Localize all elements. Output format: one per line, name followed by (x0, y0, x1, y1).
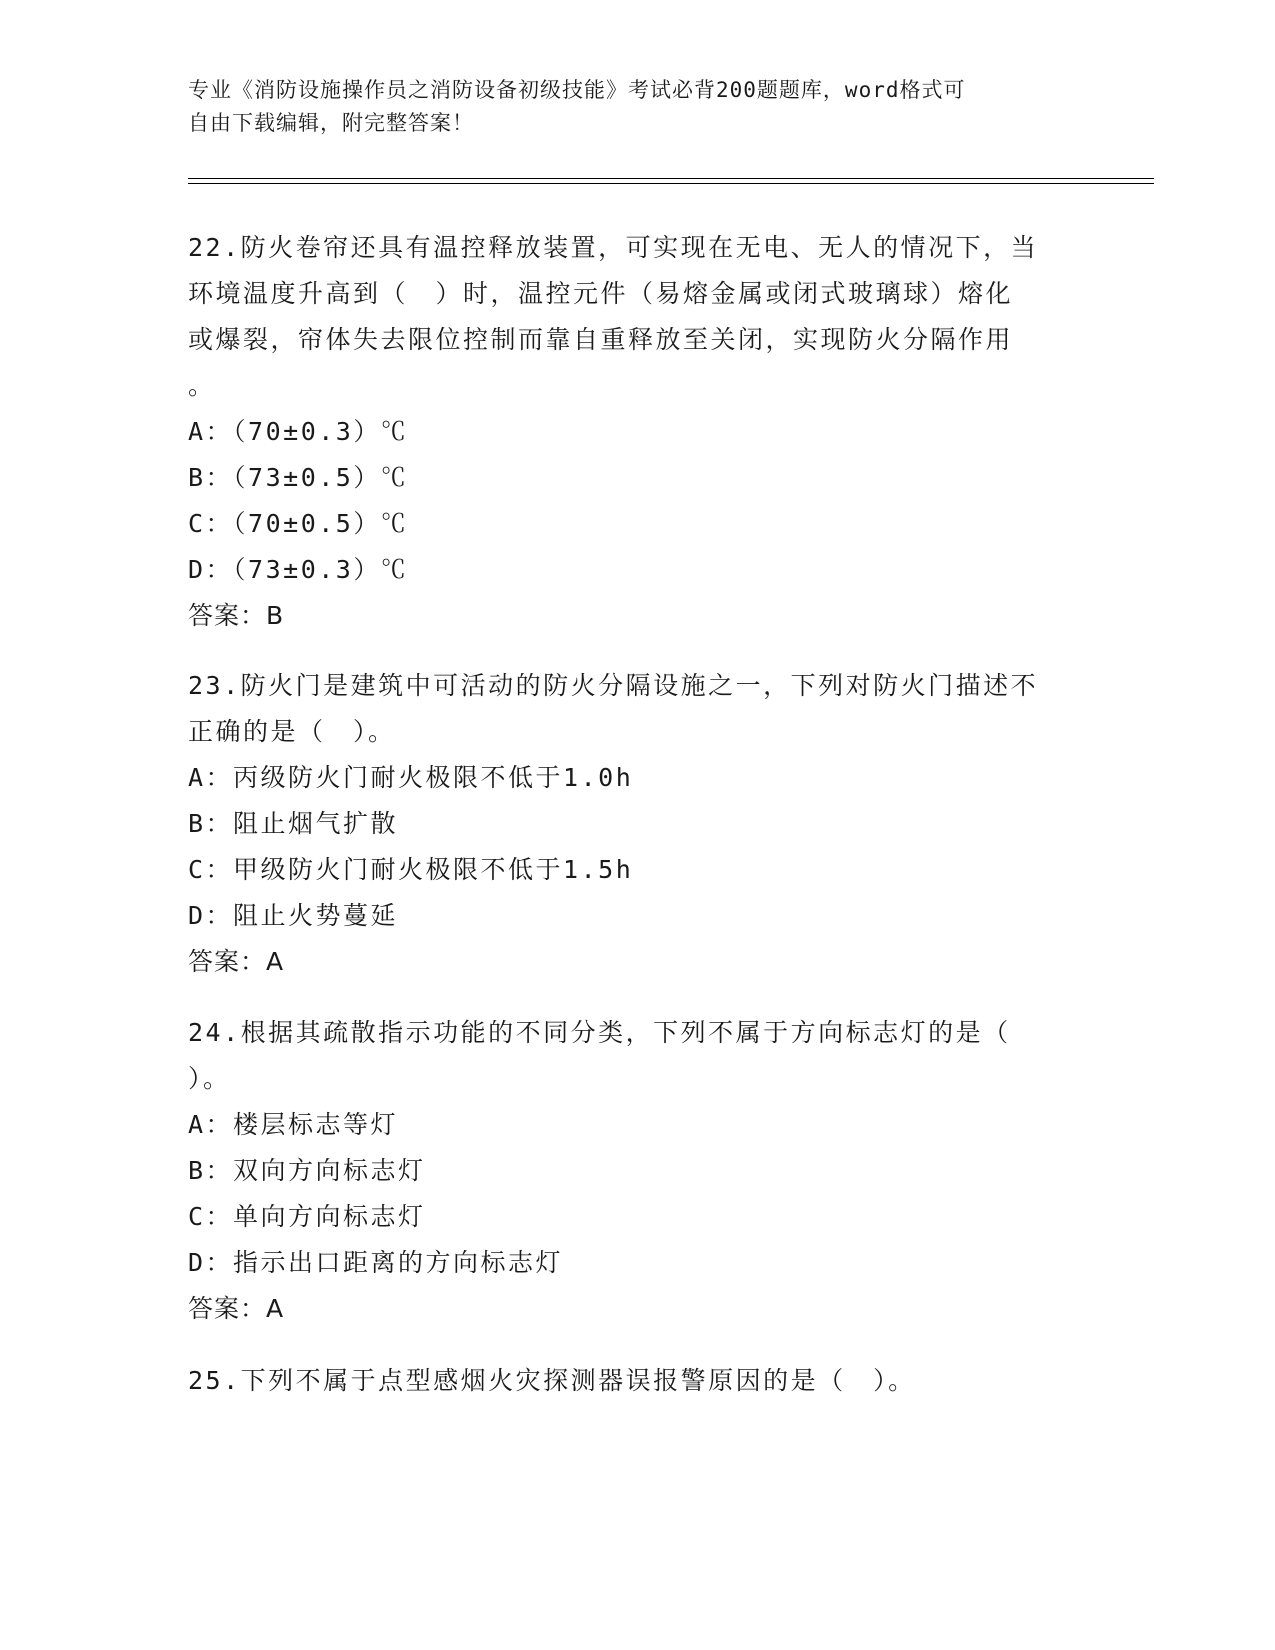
question-text-line: 23.防火门是建筑中可活动的防火分隔设施之一，下列对防火门描述不 (188, 671, 1039, 700)
answer-line: 答案：A (188, 1294, 285, 1323)
header-divider-top (188, 178, 1154, 179)
option-c: C：甲级防火门耐火极限不低于1.5h (188, 855, 634, 884)
question-25 (188, 1358, 1088, 1404)
option-d: D：阻止火势蔓延 (188, 901, 399, 930)
option-c: C：（70±0.5）℃ (188, 509, 409, 538)
header-line: 自由下载编辑，附完整答案！ (188, 111, 474, 135)
question-text-line: 。 (188, 371, 216, 400)
answer-line: 答案：A (188, 947, 285, 976)
question-22 (188, 225, 1088, 639)
question-23 (188, 663, 1088, 985)
question-text-line: 正确的是（ ）。 (188, 717, 396, 746)
question-text-line: 24.根据其疏散指示功能的不同分类，下列不属于方向标志灯的是（ (188, 1018, 1011, 1047)
option-c: C：单向方向标志灯 (188, 1202, 426, 1231)
option-a: A：（70±0.3）℃ (188, 417, 409, 446)
question-text-line: 环境温度升高到（ ）时，温控元件（易熔金属或闭式玻璃球）熔化 (188, 279, 1014, 308)
option-a: A：楼层标志等灯 (188, 1110, 399, 1139)
question-text-line: 25.下列不属于点型感烟火灾探测器误报警原因的是（ ）。 (188, 1366, 916, 1395)
header-line: 专业《消防设施操作员之消防设备初级技能》考试必背200题题库，word格式可 (188, 78, 966, 102)
question-text-line: ）。 (188, 1064, 231, 1093)
option-b: B：（73±0.5）℃ (188, 463, 409, 492)
document-header (188, 74, 1088, 140)
option-d: D：（73±0.3）℃ (188, 555, 409, 584)
option-b: B：阻止烟气扩散 (188, 809, 399, 838)
option-a: A：丙级防火门耐火极限不低于1.0h (188, 763, 634, 792)
header-divider-bottom (188, 183, 1154, 184)
option-b: B：双向方向标志灯 (188, 1156, 426, 1185)
question-24 (188, 1010, 1088, 1332)
question-text-line: 22.防火卷帘还具有温控释放装置，可实现在无电、无人的情况下，当 (188, 233, 1039, 262)
question-text-line: 或爆裂，帘体失去限位控制而靠自重释放至关闭，实现防火分隔作用 (188, 325, 1014, 354)
option-d: D：指示出口距离的方向标志灯 (188, 1248, 564, 1277)
answer-line: 答案：B (188, 601, 285, 630)
